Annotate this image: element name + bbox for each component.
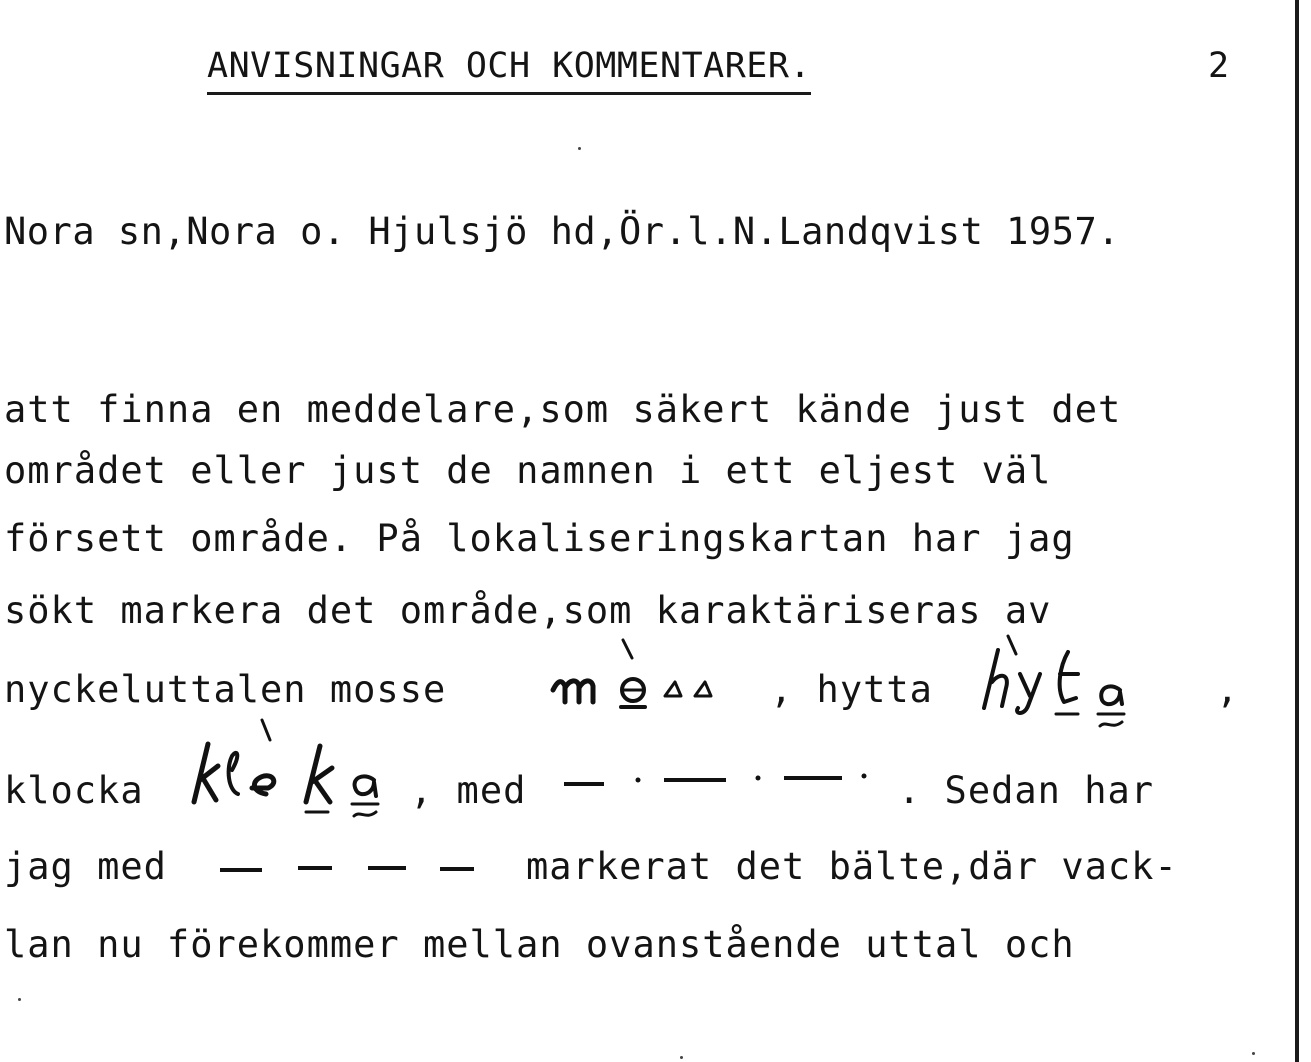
- body-line-5-text-c: ,: [1216, 668, 1240, 711]
- dashed-line-symbol: [218, 858, 478, 878]
- body-line-5-text-a: nyckeluttalen mosse: [4, 668, 447, 711]
- body-line-3: försett område. På lokaliseringskartan har jag: [4, 517, 1075, 560]
- body-line-6-text-c: . Sedan har: [898, 769, 1155, 812]
- body-line-6-text-a: klocka: [4, 769, 144, 812]
- body-line-7-text-b: markerat det bälte,där vack-: [526, 845, 1178, 888]
- speck: [578, 147, 581, 150]
- body-line-5-text-b: , hytta: [770, 668, 933, 711]
- body-line-6-text-b: , med: [410, 769, 527, 812]
- body-line-2: området eller just de namnen i ett eljest väl: [4, 449, 1052, 492]
- speck: [680, 1056, 683, 1059]
- speck: [18, 998, 21, 1001]
- body-line-4: sökt markera det område,som karaktäriseras av: [4, 589, 1052, 632]
- body-line-8: lan nu förekommer mellan ovanstående uttal och: [4, 923, 1075, 966]
- phonetic-mosse-handwriting: [535, 632, 765, 722]
- phonetic-klocka-handwriting: [178, 710, 418, 820]
- body-line-1: att finna en meddelare,som säkert kände just det: [4, 388, 1122, 431]
- page-heading: ANVISNINGAR OCH KOMMENTARER.: [207, 46, 811, 95]
- speck: [1252, 1052, 1255, 1055]
- margin-rule: [1295, 0, 1299, 1062]
- body-line-7-text-a: jag med: [4, 845, 167, 888]
- dash-dot-line-symbol: [562, 766, 892, 796]
- citation-line: Nora sn,Nora o. Hjulsjö hd,Ör.l.N.Landqvist 1957.: [4, 210, 1121, 253]
- phonetic-hytta-handwriting: [970, 630, 1170, 740]
- page-number: 2: [1208, 46, 1230, 86]
